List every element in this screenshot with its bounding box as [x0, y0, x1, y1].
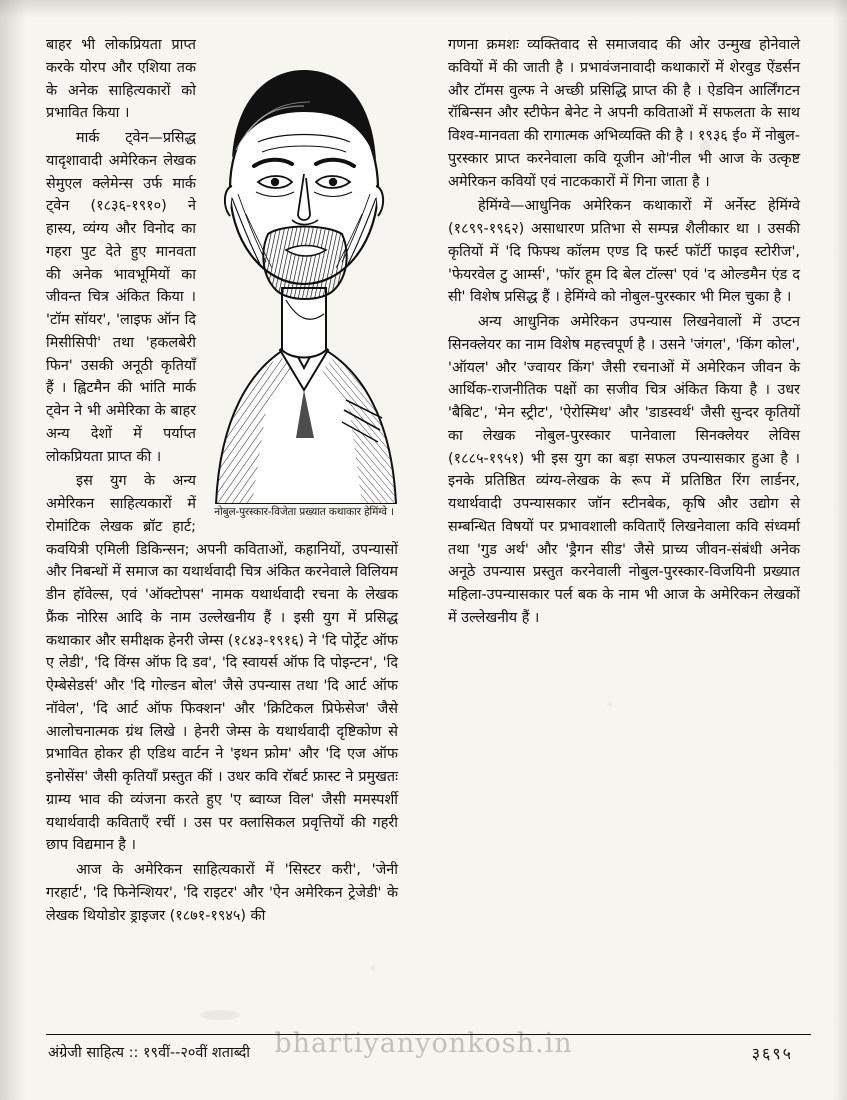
paragraph: हेमिंग्वे—आधुनिक अमेरिकन कथाकारों में अर्नेस्ट हेमिंग्वे (१८९९-१९६२) असाधारण प्रतिभा से सम्पन्न शैलीकार था । उसकी कृतियों में 'दि फिफ्थ कॉलम एण्ड दि फर्स्ट फॉर्टी फाइव स्टोरीज', 'फेयरवेल टु आर्म्स', 'फॉर हूम दि बेल टॉल्स' एवं 'द ओल्डमैन एंड द सी' विशेष प्रसिद्ध हैं । हेमिंग्वे को नोबुल-पुरस्कार भी मिल चुका है ।	[448, 198, 800, 306]
paragraph: बाहर भी लोकप्रियता प्राप्त करके योरप और एशिया तक के अनेक साहित्यकारों को प्रभावित किया ।	[46, 37, 196, 122]
hemingway-portrait-illustration	[206, 38, 402, 504]
page-number: ३६९५	[751, 1044, 793, 1063]
paragraph: अन्य आधुनिक अमेरिकन उपन्यास लिखनेवालों में उप्टन सिनक्लेयर का नाम विशेष महत्त्वपूर्ण है । उसने 'जंगल', 'किंग कोल', 'ऑयल' और 'ज्वायर किंग' जैसी रचनाओं में अमेरिकन जीवन के आर्थिक-राजनीतिक पक्षों का सजीव चित्र अंकित किया है । उधर 'बैबिट', 'मेन स्ट्रीट', 'ऐरोस्मिथ' और 'डाडस्वर्थ' जैसी सुन्दर कृतियों का लेखक नोबुल-पुरस्कार पानेवाला सिनक्लेयर लेविस (१८८५-१९५१) भी इस युग का बड़ा सफल उपन्यासकार हुआ है । इनके प्रतिष्ठित व्यंग्य-लेखक के रूप में प्रतिष्ठित रिंग लार्डनर, यथार्थवादी उपन्यासकार जॉन स्टीनबेक, कृषि और उद्योग से सम्बन्धित विषयों पर प्रभावशाली कविताएँ लिखनेवाला कवि संध्वर्मा तथा 'गुड अर्थ' और 'ड्रैगन सीड' जैसे प्राच्य जीवन-संबंधी अनेक अनूठे उपन्यास प्रस्तुत करनेवाली नोबुल-पुरस्कार-विजयिनी प्रख्यात महिला-उपन्यासकार पर्ल बक के नाम भी आज के अमेरिकन लेखकों में उल्लेखनीय हैं ।	[448, 314, 800, 626]
page-edge-shadow-top	[0, 0, 847, 18]
paragraph: इस युग के अन्य अमेरिकन साहित्यकारों में रोमांटिक लेखक ब्रॉट हार्ट; कवयित्री एमिली डिकिन्सन; अपनी कविताओं, कहानियों, उपन्यासों और निबन्धों में समाज का यथार्थवादी चित्र अंकित करनेवाले विलियम डीन हॉवेल्स, एवं 'ऑक्टोपस' नामक यथार्थवादी रचना के लेखक फ्रैंक नोरिस आदि के नाम उल्लेखनीय हैं । इसी युग में प्रसिद्ध कथाकार और समीक्षक हेनरी जेम्स (१८४३-१९१६) ने 'दि पोर्ट्रेट ऑफ ए लेडी', 'दि विंग्स ऑफ दि डव', 'दि स्वायर्स ऑफ दि पोइन्टन', 'दि ऐम्बेसेडर्स' और 'दि गोल्डन बोल' जैसे उपन्यास तथा 'दि आर्ट ऑफ नॉवेल', 'दि आर्ट ऑफ फिक्शन' और 'क्रिटिकल प्रिफेसेज' जैसे आलोचनात्मक ग्रंथ लिखे । हेनरी जेम्स के यथार्थवादी दृष्टिकोण से प्रभावित होकर ही एडिथ वार्टन ने 'इथन फ्रोम' और 'दि एज ऑफ इनोसेंस' जैसी कृतियाँ प्रस्तुत कीं । उधर कवि रॉबर्ट फ्रास्ट ने प्रमुखतः ग्राम्य भाव की व्यंजना करते हुए 'ए ब्वाय्ज विल' जैसी ममस्पर्शी यथार्थवादी कविताएँ रचीं । उस पर क्लासिकल प्रवृत्तियों की गहरी छाप विद्यमान है ।	[46, 473, 398, 854]
figure-caption: नोबुल-पुरस्कार-विजेता प्रख्यात कथाकार हेमिंग्वे ।	[214, 506, 394, 518]
paragraph: मार्क ट्वेन—प्रसिद्ध यादृशावादी अमेरिकन लेखक सेमुएल क्लेमेन्स उर्फ मार्क ट्वेन (१८३६-१९१०) ने हास्य, व्यंग्य और विनोद का गहरा पुट देते हुए मानवता की अनेक भावभूमियों का जीवन्त चित्र अंकित किया । 'टॉम सॉयर', 'लाइफ ऑन दि मिसीसिपी' तथा 'हकलबेरी फिन' उसकी अनूठी कृतियाँ हैं । ह्विटमैन की भांति मार्क ट्वेन ने भी अमेरिका के बाहर अन्य देशों में पर्याप्त लोकप्रियता प्राप्त की ।	[46, 130, 196, 465]
page-body	[46, 34, 806, 1034]
footer-section-title: अंग्रेजी साहित्य :: १९वीं--२०वीं शताब्दी	[48, 1045, 251, 1061]
page-edge-shadow-left	[0, 0, 26, 1100]
paragraph: गणना क्रमशः व्यक्तिवाद से समाजवाद की ओर उन्मुख होनेवाले कवियों में की जाती है । प्रभावंजनावादी कथाकारों में शेरवुड ऐंडर्सन और टॉमस वुल्फ ने अच्छी प्रसिद्धि प्राप्त की है । ऐडविन आर्लिंगटन रॉबिन्सन और स्टीफेन बेनेट ने अपनी कविताओं में सफलता के साथ विश्व-मानवता की रागात्मक अभिव्यक्ति की है । १९३६ ई० में नोबुल-पुरस्कार प्राप्त करनेवाला कवि यूजीन ओ'नील भी आज के उत्कृष्ट अमेरिकन कवियों एवं नाटककारों में गिना जाता है ।	[448, 37, 800, 190]
site-watermark: bhartiyanyonkosh.in	[274, 1028, 573, 1059]
figure-hemingway	[206, 38, 402, 520]
page-footer	[46, 1034, 811, 1074]
footer-divider	[46, 1034, 811, 1035]
paragraph: आज के अमेरिकन साहित्यकारों में 'सिस्टर करी', 'जेनी गरहार्ट', 'दि फिनेन्शियर', 'दि राइटर' और 'ऐन अमेरिकन ट्रेजेडी' के लेखक थियोडोर ड्राइजर (१८७१-१९४५) की	[46, 862, 398, 924]
text-column-left	[46, 34, 398, 929]
page-edge-shadow-right	[833, 0, 847, 1100]
text-column-right	[448, 34, 800, 632]
